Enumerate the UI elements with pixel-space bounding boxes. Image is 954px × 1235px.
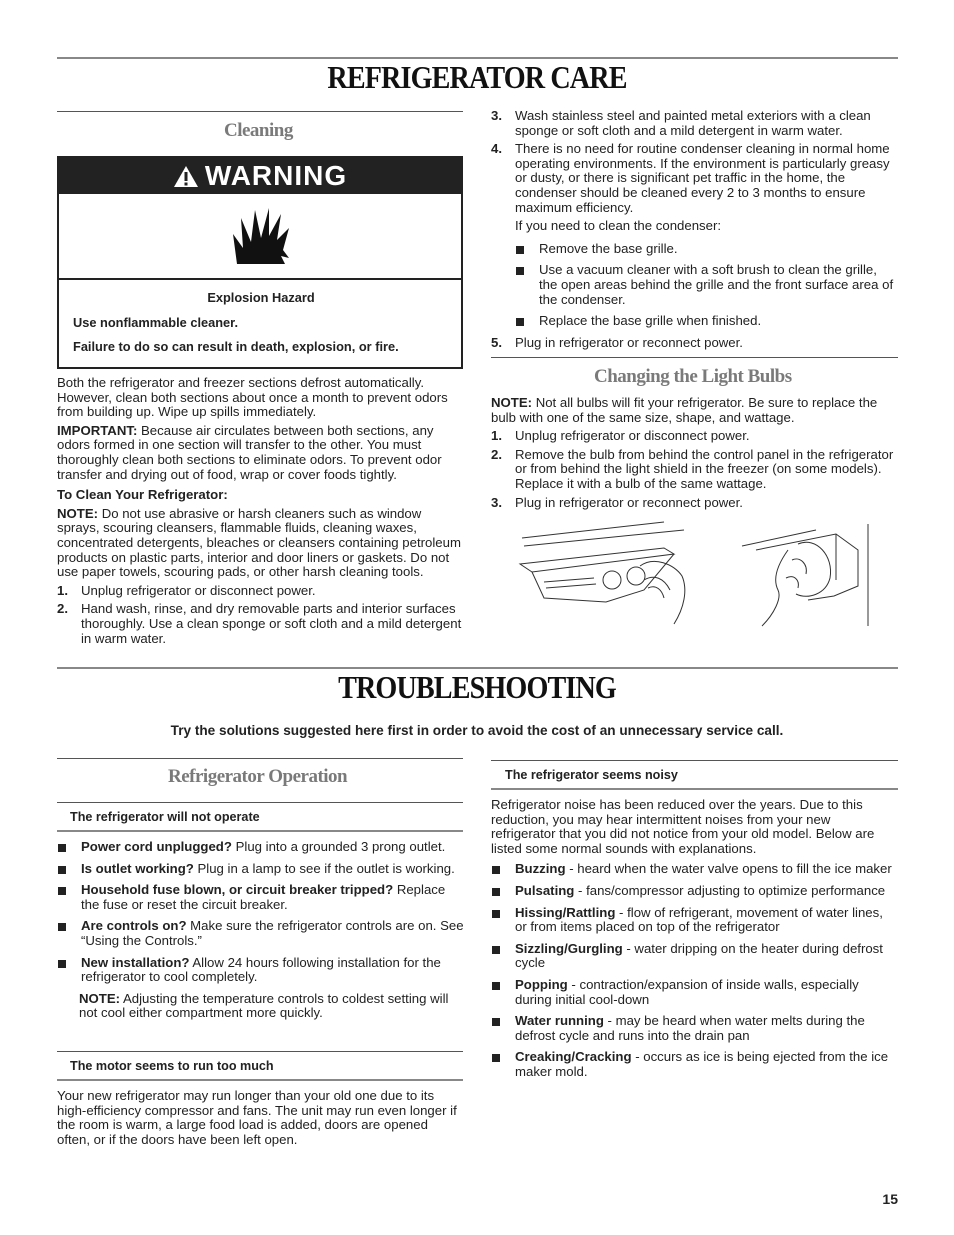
list-item: 3. Plug in refrigerator or reconnect power. xyxy=(491,494,743,510)
warning-line-1: Use nonflammable cleaner. xyxy=(73,314,239,330)
list-item: Sizzling/Gurgling - water dripping on the heater during defrost cycle xyxy=(491,942,898,971)
cleaning-note xyxy=(57,507,463,580)
list-item: Creaking/Cracking - occurs as ice is being ejected from the ice maker mold. xyxy=(491,1050,898,1079)
to-clean-heading: To Clean Your Refrigerator: xyxy=(57,487,228,503)
cleaning-intro: Both the refrigerator and freezer sections defrost automatically. However, clean both sections about once a month to prevent odors from building up. Wipe up spills immediately. xyxy=(57,375,448,420)
list-item: Pulsating - fans/compressor adjusting to optimize performance xyxy=(491,884,898,899)
will-not-operate-label: The refrigerator will not operate xyxy=(70,810,260,824)
bar-top-rule xyxy=(491,760,898,761)
note-label: NOTE: xyxy=(57,505,99,521)
warning-hazard: Explosion Hazard xyxy=(207,290,315,305)
warning-header xyxy=(59,158,461,194)
bar-top-rule xyxy=(57,802,463,803)
bar-bottom-rule xyxy=(491,788,898,790)
cleaning-rule xyxy=(57,111,463,112)
warning-triangle-icon xyxy=(173,164,199,188)
will-not-operate-note: NOTE: Adjusting the temperature controls to coldest setting will not cool either compartment more quickly. xyxy=(79,990,449,1021)
noisy-body xyxy=(491,798,898,1087)
motor-runs-text: Your new refrigerator may run longer than your old one due to its high-efficiency compressor and fans. The unit may run even longer if the room is warm, a large food load is added, doors are opened often, or if the doors have been left open. xyxy=(57,1088,457,1147)
list-item: 1. Unplug refrigerator or disconnect power. xyxy=(57,582,316,598)
list-item: 2. Hand wash, rinse, and dry removable parts and interior surfaces thoroughly. Use a clean sponge or soft cloth and a mild detergent in warm water. xyxy=(57,601,462,646)
troubleshooting-intro: Try the solutions suggested here first in order to avoid the cost of an unnecessary service call. xyxy=(170,723,784,738)
warning-box xyxy=(57,156,463,369)
list-item: Water running - may be heard when water melts during the defrost cycle and runs into the drain pan xyxy=(491,1014,898,1043)
list-item: Buzzing - heard when the water valve opens to fill the ice maker xyxy=(491,862,898,877)
condenser-bullets xyxy=(491,242,898,329)
cleaning-body xyxy=(57,376,463,650)
warning-icon-area xyxy=(59,194,461,280)
cleaning-steps-right xyxy=(491,109,898,354)
list-item: 5. Plug in refrigerator or reconnect power. xyxy=(491,334,743,350)
list-item: Is outlet working? Plug in a lamp to see if the outlet is working. xyxy=(57,862,465,877)
list-item: New installation? Allow 24 hours following installation for the refrigerator to cool completely. xyxy=(57,956,465,985)
noisy-label: The refrigerator seems noisy xyxy=(505,768,678,782)
light-bulbs-steps xyxy=(491,429,898,510)
bar-top-rule xyxy=(57,1051,463,1052)
operation-rule xyxy=(57,758,463,759)
noisy-text: Refrigerator noise has been reduced over the years. Due to this reduction, you may hear intermittent noises from your new refrigerator that you did not notice from your old model. Below are listed some normal sounds with explanations. xyxy=(491,797,875,856)
page-number: 15 xyxy=(882,1191,898,1207)
cleaning-steps-left xyxy=(57,584,463,646)
list-item: Power cord unplugged? Plug into a grounded 3 prong outlet. xyxy=(57,840,465,855)
motor-runs-label: The motor seems to run too much xyxy=(70,1059,274,1073)
warning-text xyxy=(73,291,449,355)
important-text: Because air circulates between both sections, any odors formed in one section will transfer to the other. You must thoroughly clean both sections to eliminate odors. To prevent odor transfer and drying out of food, wrap or cover foods tightly. xyxy=(57,422,442,482)
bar-bottom-rule xyxy=(57,1079,463,1081)
light-bulbs-heading: Changing the Light Bulbs xyxy=(594,366,792,387)
list-item: 1. Unplug refrigerator or disconnect power. xyxy=(491,428,750,444)
page-title-troubleshooting: TROUBLESHOOTING xyxy=(338,669,616,705)
warning-line-2: Failure to do so can result in death, explosion, or fire. xyxy=(73,339,399,355)
cleaning-heading: Cleaning xyxy=(224,120,293,141)
noisy-list xyxy=(491,862,898,1079)
will-not-operate-list xyxy=(57,840,465,1025)
light-bulbs-rule xyxy=(491,357,898,358)
important-label: IMPORTANT: xyxy=(57,422,138,438)
condenser-intro: If you need to clean the condenser: xyxy=(515,218,722,234)
list-item: 3. Wash stainless steel and painted metal exteriors with a clean sponge or soft cloth and a mild detergent in warm water. xyxy=(491,108,871,138)
bar-bottom-rule xyxy=(57,830,463,832)
warning-label: WARNING xyxy=(204,159,348,191)
light-bulbs-note: NOTE: Not all bulbs will fit your refrigerator. Be sure to replace the bulb with one of the same size, shape, and wattage. xyxy=(491,395,878,425)
note-text: Do not use abrasive or harsh cleaners such as window sprays, scouring cleansers, flammable fluids, cleaning waxes, concentrated detergents, bleaches or cleansers containing petroleum products on plastic parts, interior and door liners or gaskets. Do not use paper towels, scouring pads, or other harsh cleaning tools. xyxy=(57,505,461,580)
list-item: Remove the base grille. xyxy=(515,242,898,257)
control-panel-bulb-illustration xyxy=(514,520,694,628)
light-bulbs-body xyxy=(491,396,898,514)
list-item: Hissing/Rattling - flow of refrigerant, movement of water lines, or from items placed on top of the refrigerator xyxy=(491,906,898,935)
list-item: Use a vacuum cleaner with a soft brush to clean the grille, the open areas behind the grille and the front surface area of the condenser. xyxy=(515,263,898,307)
list-item: Popping - contraction/expansion of inside walls, especially during initial cool-down xyxy=(491,978,898,1007)
list-item: 2. Remove the bulb from behind the control panel in the refrigerator or from behind the light shield in the freezer (on some models). Replace it with a bulb of the same wattage. xyxy=(491,446,894,491)
important-paragraph xyxy=(57,424,463,482)
list-item: Are controls on? Make sure the refrigerator controls are on. See “Using the Controls.” xyxy=(57,919,465,948)
list-item: 4. There is no need for routine condenser cleaning in normal home operating environments. If the environment is particularly greasy or dusty, or there is significant pet traffic in the home, the condenser should be cleaned every 2 to 3 months to ensure maximum efficiency. xyxy=(491,141,890,215)
operation-heading: Refrigerator Operation xyxy=(168,766,348,787)
list-item: Replace the base grille when finished. xyxy=(515,314,898,329)
light-shield-bulb-illustration xyxy=(738,520,872,628)
explosion-icon xyxy=(231,204,291,266)
list-item: Household fuse blown, or circuit breaker tripped? Replace the fuse or reset the circuit breaker. xyxy=(57,883,465,912)
page-title-care: REFRIGERATOR CARE xyxy=(327,59,627,95)
